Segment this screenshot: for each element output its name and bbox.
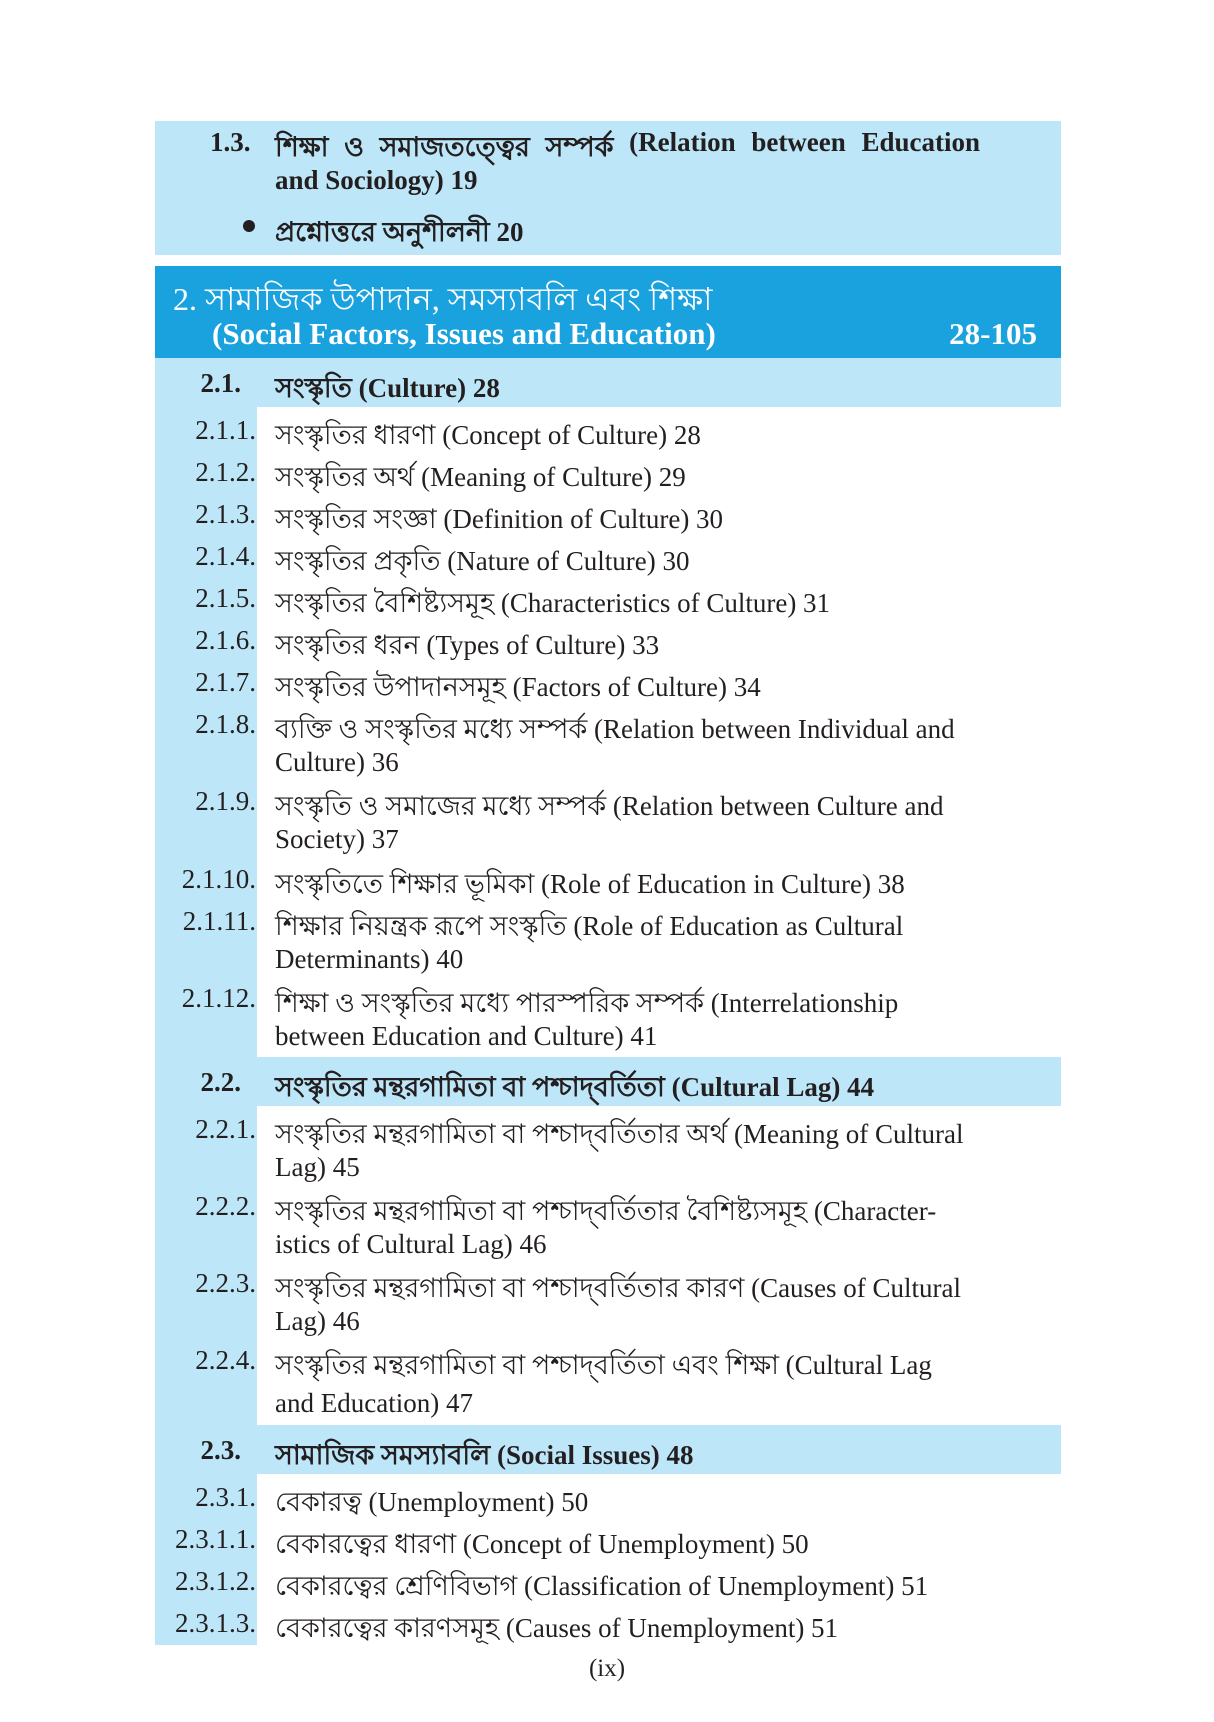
toc-entry[interactable]: সংস্কৃতির মন্থরগামিতা বা পশ্চাদ্‌বর্তিতা এবং শিক্ষা (Cultural Lag: [275, 1350, 932, 1380]
entry-number: 2.2.3.: [195, 1268, 256, 1298]
entry-number: 2.1.2.: [195, 457, 256, 487]
entry-number: 2.1.12.: [181, 983, 256, 1013]
word: ও: [344, 132, 364, 162]
exercise-entry[interactable]: প্রশ্নোত্তরে অনুশীলনী 20: [275, 217, 524, 247]
section-number: 2.3.: [200, 1435, 241, 1465]
word: (Relation: [629, 127, 736, 157]
entry-number: 2.2.4.: [195, 1345, 256, 1375]
section-title: সংস্কৃতির মন্থরগামিতা বা পশ্চাদ্‌বর্তিতা (Cultural Lag) 44: [275, 1072, 875, 1102]
section-2-2-band[interactable]: [155, 1057, 1061, 1106]
toc-entry[interactable]: সংস্কৃতির মন্থরগামিতা বা পশ্চাদ্‌বর্তিতার বৈশিষ্ট্যসমূহ (Character-: [275, 1196, 937, 1226]
entry-number: 2.1.1.: [195, 415, 256, 445]
section-1-3-title-line2: and Sociology) 19: [275, 165, 478, 195]
page-number: (ix): [588, 1655, 626, 1682]
toc-entry-continuation: Determinants) 40: [275, 944, 464, 974]
toc-entry[interactable]: সংস্কৃতিতে শিক্ষার ভূমিকা (Role of Education in Culture) 38: [275, 869, 905, 899]
word: সম্পর্ক: [545, 132, 614, 162]
word: শিক্ষা: [275, 132, 329, 162]
section-number: 2.1.: [200, 368, 241, 398]
toc-entry[interactable]: সংস্কৃতির প্রকৃতি (Nature of Culture) 30: [275, 546, 690, 576]
section-2-1-band[interactable]: [155, 358, 1061, 407]
toc-entry-continuation: istics of Cultural Lag) 46: [275, 1229, 547, 1259]
entry-number: 2.1.8.: [195, 709, 256, 739]
toc-entry[interactable]: বেকারত্বের কারণসমূহ (Causes of Unemployment) 51: [275, 1613, 839, 1643]
toc-entry-continuation: Culture) 36: [275, 747, 399, 777]
word: between: [751, 127, 846, 157]
chapter-title-bengali: 2. সামাজিক উপাদান, সমস্যাবলি এবং শিক্ষা: [173, 281, 713, 317]
toc-entry[interactable]: শিক্ষা ও সংস্কৃতির মধ্যে পারস্পরিক সম্পর্ক (Interrelationship: [275, 988, 899, 1018]
entry-number: 2.2.1.: [195, 1114, 256, 1144]
entry-number: 2.3.1.1.: [175, 1524, 256, 1554]
entry-number: 2.3.1.2.: [175, 1566, 256, 1596]
chapter-2-header[interactable]: [155, 266, 1061, 358]
toc-entry[interactable]: সংস্কৃতি ও সমাজের মধ্যে সম্পর্ক (Relation between Culture and: [275, 791, 944, 821]
toc-entry-continuation: between Education and Culture) 41: [275, 1021, 658, 1051]
section-title: সংস্কৃতি (Culture) 28: [275, 373, 500, 403]
toc-entry-continuation: and Education) 47: [275, 1388, 473, 1418]
toc-entry[interactable]: সংস্কৃতির সংজ্ঞা (Definition of Culture) 30: [275, 504, 724, 534]
entry-number: 2.1.5.: [195, 583, 256, 613]
toc-entry[interactable]: সংস্কৃতির বৈশিষ্ট্যসমূহ (Characteristics of Culture) 31: [275, 588, 831, 618]
toc-entry[interactable]: সংস্কৃতির ধরন (Types of Culture) 33: [275, 630, 660, 660]
toc-entry[interactable]: বেকারত্ব (Unemployment) 50: [275, 1487, 589, 1517]
toc-entry-continuation: Society) 37: [275, 824, 399, 854]
entry-number: 2.1.7.: [195, 667, 256, 697]
entry-number: 2.1.10.: [181, 864, 256, 894]
entry-number: 2.1.11.: [182, 906, 256, 936]
bullet-icon: [243, 220, 255, 232]
section-title: সামাজিক সমস্যাবলি (Social Issues) 48: [275, 1440, 694, 1470]
toc-entry[interactable]: ব্যক্তি ও সংস্কৃতির মধ্যে সম্পর্ক (Relation between Individual and: [275, 714, 955, 744]
word: সমাজতত্ত্বের: [379, 132, 530, 162]
toc-entry[interactable]: সংস্কৃতির মন্থরগামিতা বা পশ্চাদ্‌বর্তিতার কারণ (Causes of Cultural: [275, 1273, 962, 1303]
entry-number: 2.2.2.: [195, 1191, 256, 1221]
entry-number: 2.1.4.: [195, 541, 256, 571]
toc-entry-continuation: Lag) 45: [275, 1152, 360, 1182]
toc-entry[interactable]: বেকারত্বের শ্রেণিবিভাগ (Classification of Unemployment) 51: [275, 1571, 929, 1601]
section-2-3-band[interactable]: [155, 1425, 1061, 1474]
section-number: 2.2.: [200, 1067, 241, 1097]
chapter-title-english-row: [212, 316, 1037, 352]
toc-entry[interactable]: সংস্কৃতির মন্থরগামিতা বা পশ্চাদ্‌বর্তিতার অর্থ (Meaning of Cultural: [275, 1119, 964, 1149]
toc-entry[interactable]: সংস্কৃতির উপাদানসমূহ (Factors of Culture) 34: [275, 672, 761, 702]
chapter-title-english: (Social Factors, Issues and Education): [212, 316, 716, 351]
entry-number: 2.1.9.: [195, 786, 256, 816]
entry-number: 2.1.3.: [195, 499, 256, 529]
entry-number: 2.1.6.: [195, 625, 256, 655]
word: Education: [861, 127, 980, 157]
entry-number: 2.3.1.: [195, 1482, 256, 1512]
toc-entry[interactable]: সংস্কৃতির অর্থ (Meaning of Culture) 29: [275, 462, 686, 492]
entry-number: 2.3.1.3.: [175, 1608, 256, 1638]
toc-entry-continuation: Lag) 46: [275, 1306, 360, 1336]
toc-entry[interactable]: বেকারত্বের ধারণা (Concept of Unemployment) 50: [275, 1529, 809, 1559]
toc-entry[interactable]: সংস্কৃতির ধারণা (Concept of Culture) 28: [275, 420, 701, 450]
section-number: 1.3.: [210, 127, 251, 157]
chapter-page-range: 28-105: [949, 316, 1037, 351]
toc-entry[interactable]: শিক্ষার নিয়ন্ত্রক রূপে সংস্কৃতি (Role of Education as Cultural: [275, 911, 904, 941]
